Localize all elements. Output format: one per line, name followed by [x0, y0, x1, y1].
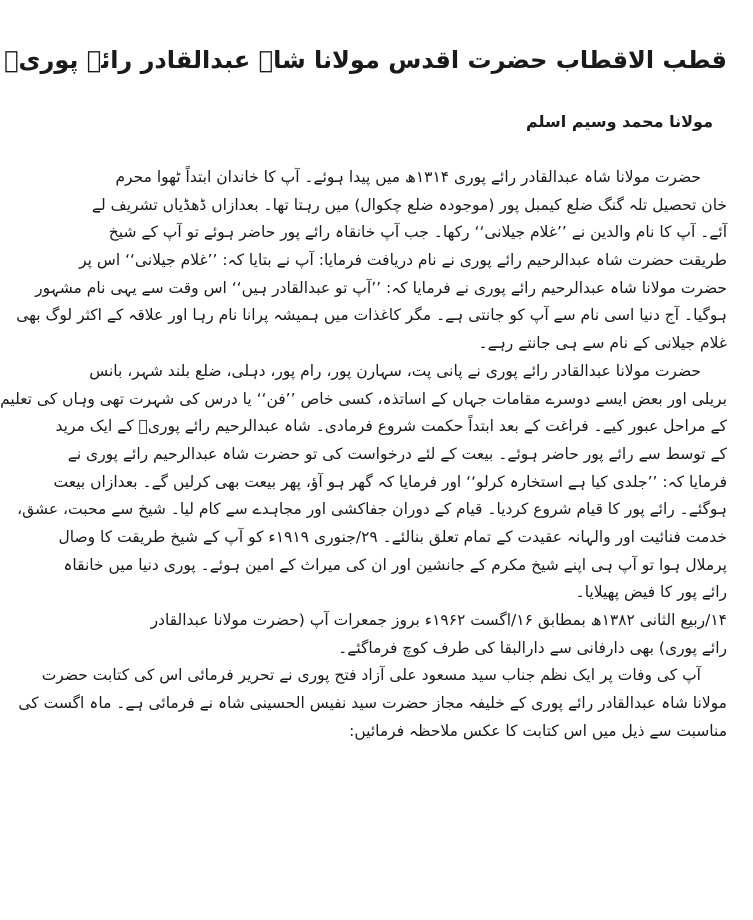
text-line: رائے پور کا فیض پھیلایا۔: [575, 583, 727, 602]
text-line: کے توسط سے رائے پور حاضر ہوئے۔ بیعت کے لئے درخواست کی تو حضرت شاہ عبدالرحیم رائے پوری نے: [67, 444, 727, 463]
text-line: ہوگئے۔ رائے پور کا قیام شروع کردیا۔ قیام کے دوران جفاکشی اور مجاہدے سے کام لیا۔ شیخ سے محبت، عشق،: [17, 500, 727, 519]
text-line: آپ کی وفات پر ایک نظم جناب سید مسعود علی آزاد فتح پوری نے تحریر فرمائی اس کی کتابت حضرت: [41, 666, 701, 685]
text-line: طریقت حضرت شاہ عبدالرحیم رائے پوری نے نام دریافت فرمایا: آپ نے بتایا کہ: ’’غلام جیلانی‘‘ اس پر: [79, 251, 727, 270]
text-line: غلام جیلانی کے نام سے ہی جانتے رہے۔: [478, 334, 727, 353]
text-line: مناسبت سے ذیل میں اس کتابت کا عکس ملاحظہ فرمائیں:: [349, 721, 727, 740]
text-line: حضرت مولانا شاہ عبدالقادر رائے پوری ۱۳۱۴ھ میں پیدا ہوئے۔ آپ کا خاندان ابتداً ٹھوا محرم: [115, 168, 701, 186]
author-name: مولانا محمد وسیم اسلم: [525, 112, 713, 131]
paragraph: [0, 358, 727, 607]
paragraph: [16, 164, 727, 358]
text-line: بریلی اور بعض ایسے دوسرے مقامات جہاں کے اساتذہ، کسی خاص ’’فن‘‘ یا درس کی شہرت تھی وہاں کی تعلیم: [0, 389, 727, 408]
text-line: خدمت فنائیت اور والہانہ عقیدت کے تمام تعلق بنالئے۔ ۲۹/جنوری ۱۹۱۹ء کو آپ کے شیخ طریقت کا وصال: [58, 527, 727, 546]
paragraph: [18, 662, 727, 745]
text-line: ۱۴/ربیع الثانی ۱۳۸۲ھ بمطابق ۱۶/اگست ۱۹۶۲ء بروز جمعرات آپ (حضرت مولانا عبدالقادر: [150, 611, 727, 629]
text-line: آئے۔ آپ کا نام والدین نے ’’غلام جیلانی‘‘ رکھا۔ جب آپ خانقاہ رائے پور حاضر ہوئے تو آپ کے شیخ: [108, 223, 727, 242]
text-line: حضرت مولانا شاہ عبدالرحیم رائے پوری نے فرمایا کہ: ’’آپ تو عبدالقادر ہیں‘‘ اس وقت سے یہی نام مشہور: [35, 278, 727, 297]
text-line: ہوگیا۔ آج دنیا اسی نام سے آپ کو جانتی ہے۔ مگر کاغذات میں ہمیشہ پرانا نام رہا اور علاقہ کے اکثر لوگ بھی: [16, 306, 727, 325]
text-line: خان تحصیل تلہ گنگ ضلع کیمبل پور (موجودہ ضلع چکوال) میں رہتا تھا۔ بعدازاں ڈھڈیاں تشریف لے: [91, 195, 727, 214]
article-body: [0, 164, 727, 745]
paragraph: [150, 607, 727, 662]
text-line: مولانا شاہ عبدالقادر رائے پوری کے خلیفہ مجاز حضرت سید نفیس الحسینی شاہ نے فرمائی ہے۔ ماہ اگست کی: [18, 694, 727, 713]
text-line: پرملال ہوا تو آپ ہی اپنے شیخ مکرم کے جانشین اور ان کی میراث کے امین ہوئے۔ پوری دنیا میں خانقاہ: [63, 555, 727, 574]
text-line: حضرت مولانا عبدالقادر رائے پوری نے پانی پت، سہارن پور، رام پور، دہلی، ضلع بلند شہر، بانس: [89, 361, 701, 380]
text-line: رائے پوری) بھی دارفانی سے دارالبقا کی طرف کوچ فرماگئے۔: [338, 638, 727, 657]
text-line: فرمایا کہ: ’’جلدی کیا ہے استخارہ کرلو‘‘ اور فرمایا کہ گھر ہو آؤ، پھر بیعت بھی کرلیں گے۔ بعدازاں بیعت: [53, 472, 727, 491]
article-title: قطب الاقطاب حضرت اقدس مولانا شاہ عبدالقادر رائے پوریؒ: [4, 46, 727, 74]
text-line: کے مراحل عبور کیے۔ فراغت کے بعد ابتداً حکمت شروع فرمادی۔ شاہ عبدالرحیم رائے پوریؒ کے ایک مرید: [55, 417, 727, 436]
